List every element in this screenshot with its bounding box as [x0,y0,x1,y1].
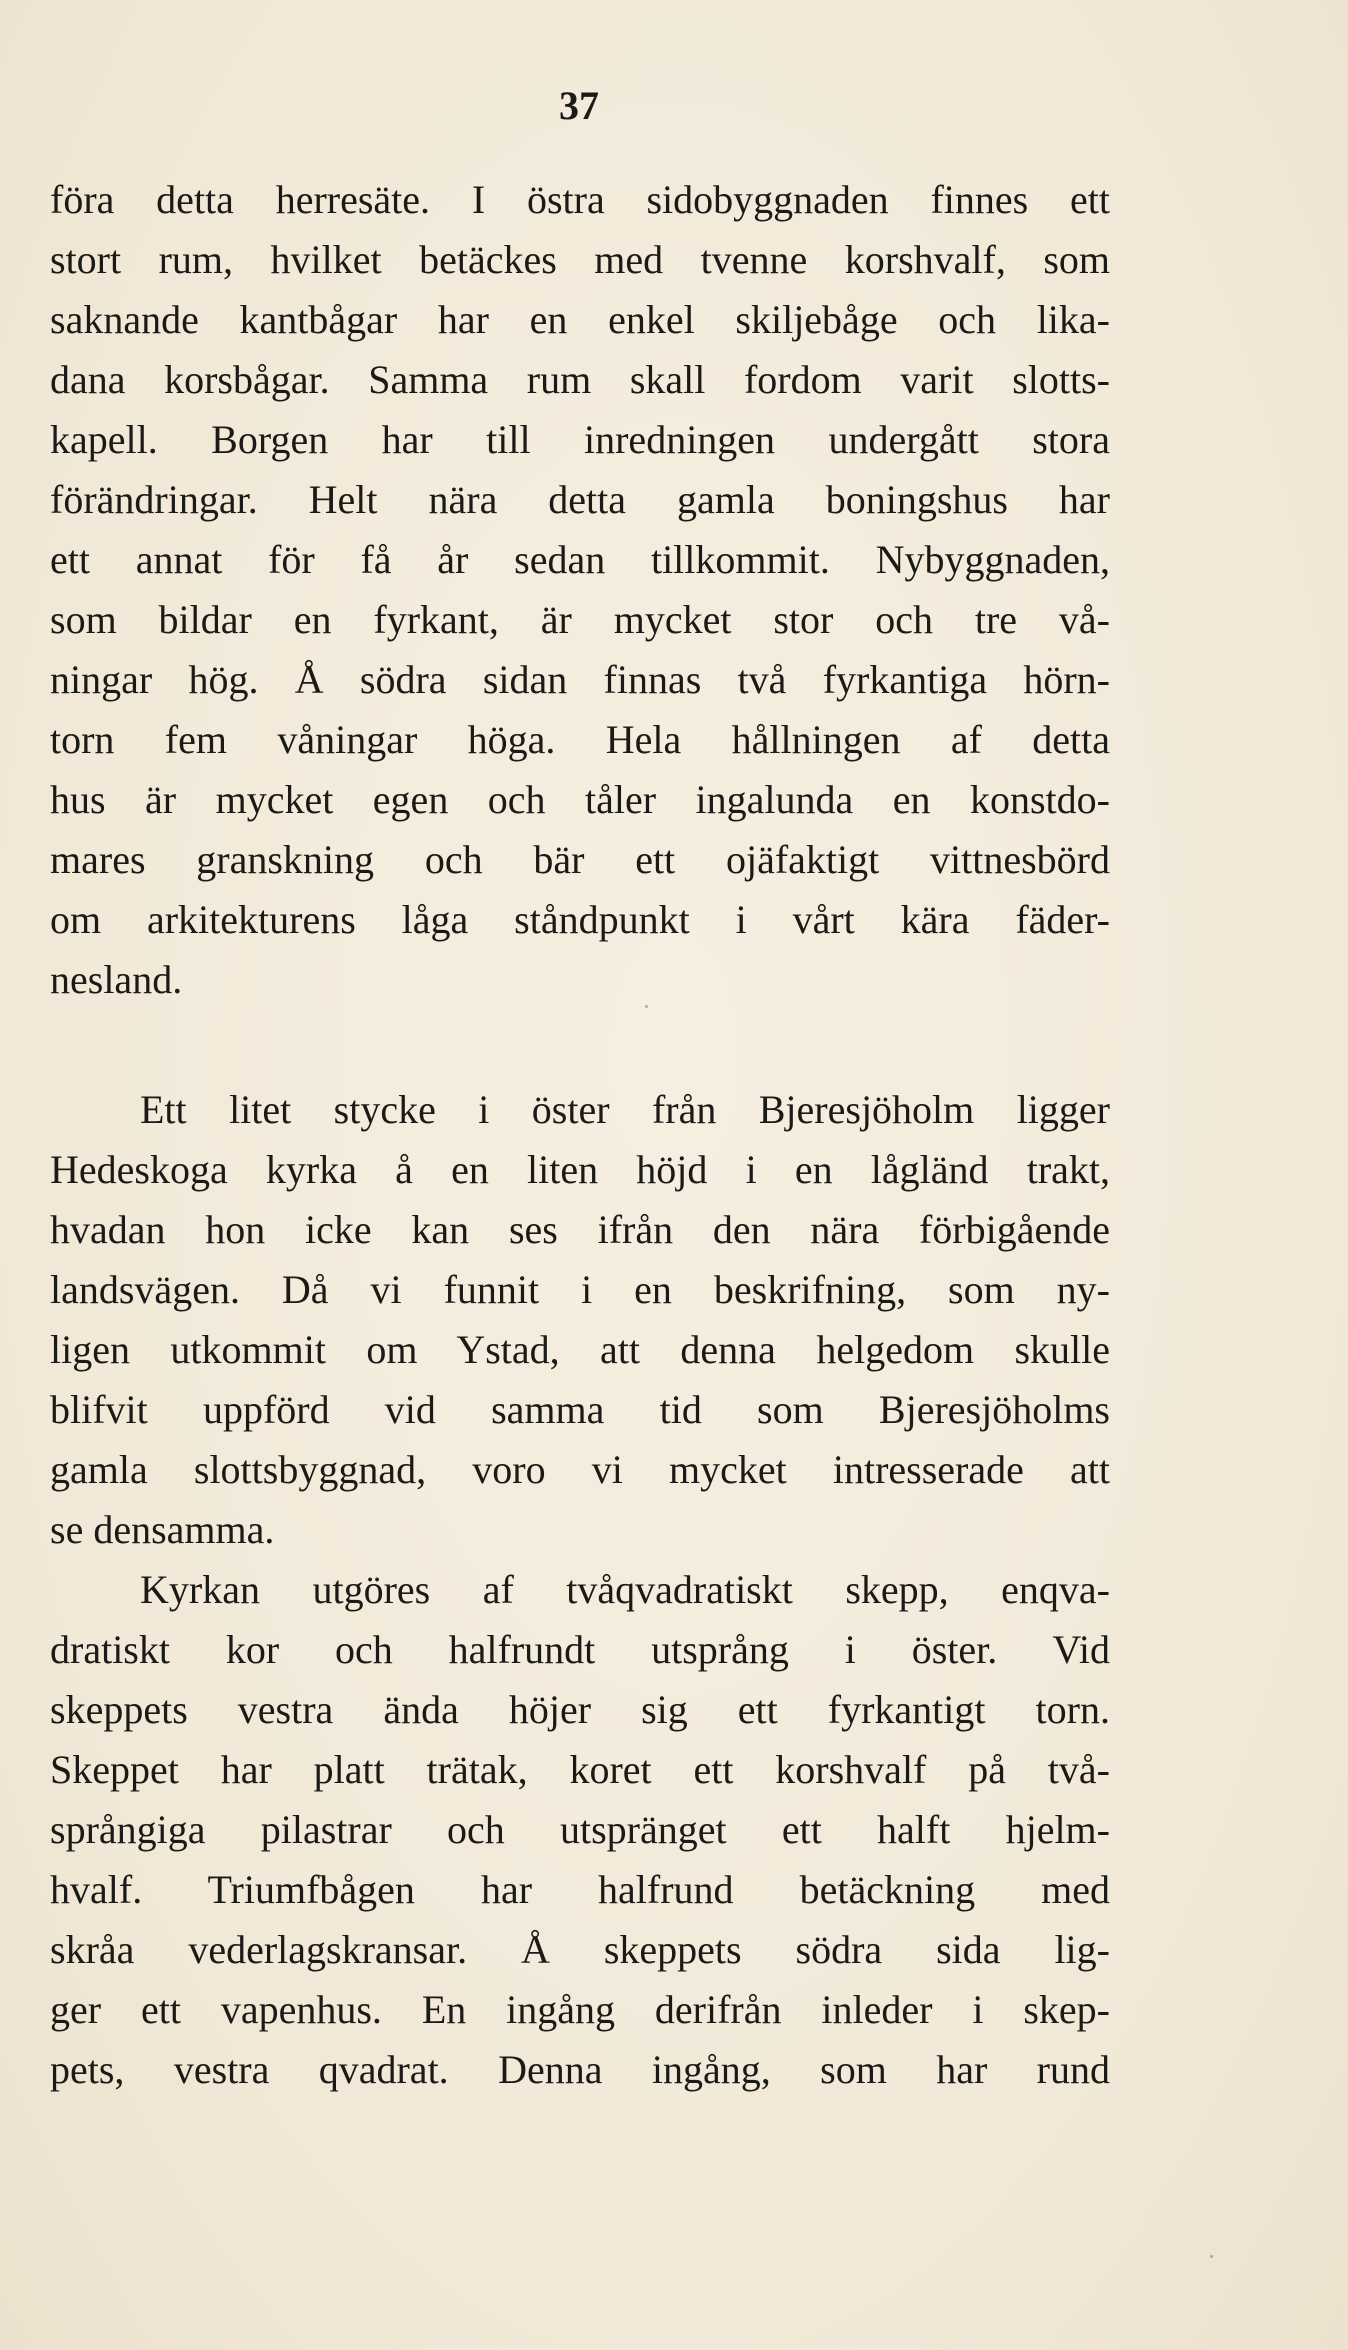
text-line: gamla slottsbyggnad, voro vi mycket intresserade att [50,1447,1110,1492]
text-line: hus är mycket egen och tåler ingalunda en konstdo- [50,777,1110,822]
text-line: stort rum, hvilket betäckes med tvenne korshvalf, som [50,237,1110,282]
text-line: dana korsbågar. Samma rum skall fordom varit slotts- [50,357,1110,402]
text-line: saknande kantbågar har en enkel skiljebåge och lika- [50,297,1110,342]
text-line: blifvit uppförd vid samma tid som Bjeresjöholms [50,1387,1110,1432]
text-line: Hedeskoga kyrka å en liten höjd i en lågländ trakt, [50,1147,1110,1192]
text-line: ligen utkommit om Ystad, att denna helgedom skulle [50,1327,1110,1372]
text-line: torn fem våningar höga. Hela hållningen af detta [50,717,1110,762]
text-line: förändringar. Helt nära detta gamla boningshus har [50,477,1110,522]
text-line: ger ett vapenhus. En ingång derifrån inleder i skep- [50,1987,1110,2032]
text-line: skeppets vestra ända höjer sig ett fyrkantigt torn. [50,1687,1110,1732]
page-number: 37 [559,83,599,128]
text-line: skråa vederlagskransar. Å skeppets södra sida lig- [50,1927,1110,1972]
text-line: dratiskt kor och halfrundt utsprång i öster. Vid [50,1627,1110,1672]
paper-speck [645,1005,648,1008]
text-line: om arkitekturens låga ståndpunkt i vårt kära fäder- [50,897,1110,942]
text-line: föra detta herresäte. I östra sidobyggnaden finnes ett [50,177,1110,222]
text-line: se densamma. [50,1507,275,1552]
paragraph-3 [50,1560,1110,2100]
text-line: kapell. Borgen har till inredningen undergått stora [50,417,1110,462]
paragraph-2 [50,1080,1110,1560]
text-line: Ett litet stycke i öster från Bjeresjöholm ligger [140,1087,1110,1132]
text-line: ett annat för få år sedan tillkommit. Nybyggnaden, [50,537,1110,582]
text-line: hvadan hon icke kan ses ifrån den nära förbigående [50,1207,1110,1252]
text-line: språngiga pilastrar och utspränget ett halft hjelm- [50,1807,1110,1852]
text-line: som bildar en fyrkant, är mycket stor och tre vå- [50,597,1110,642]
text-line: hvalf. Triumfbågen har halfrund betäckning med [50,1867,1110,1912]
text-line: mares granskning och bär ett ojäfaktigt vittnesbörd [50,837,1110,882]
text-line: Skeppet har platt trätak, koret ett korshvalf på två- [50,1747,1110,1792]
text-line: landsvägen. Då vi funnit i en beskrifning, som ny- [50,1267,1110,1312]
paragraph-1 [50,170,1110,1010]
text-line: nesland. [50,957,183,1002]
text-line: Kyrkan utgöres af tvåqvadratiskt skepp, enqva- [140,1567,1110,1612]
text-line: pets, vestra qvadrat. Denna ingång, som har rund [50,2047,1110,2092]
text-line: ningar hög. Å södra sidan finnas två fyrkantiga hörn- [50,657,1110,702]
paper-speck [1210,2255,1213,2258]
